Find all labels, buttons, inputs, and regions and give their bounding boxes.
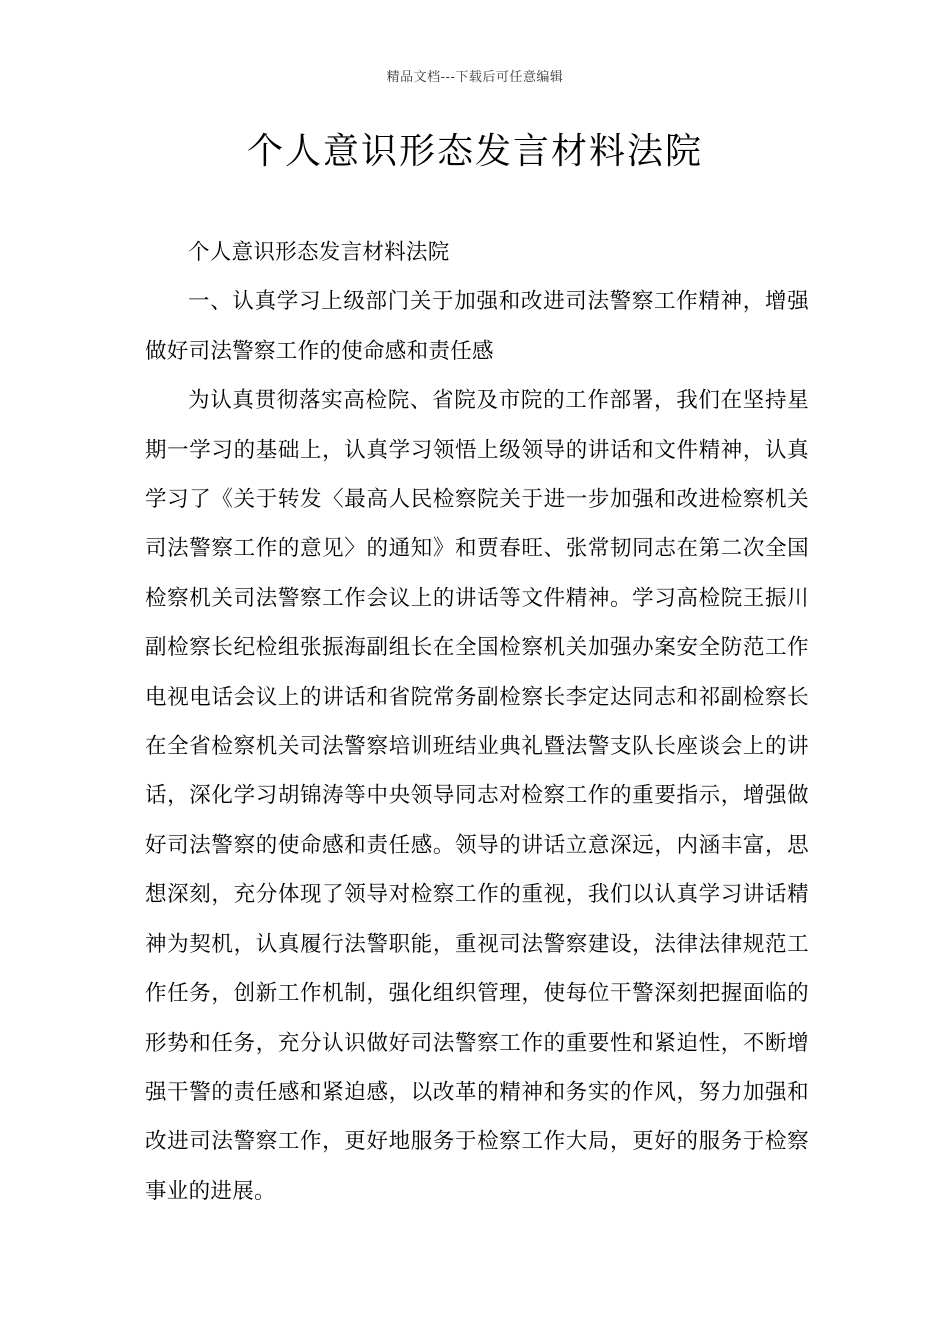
header-note: 精品文档---下载后可任意编辑 [386,70,564,85]
document-body [145,228,809,1216]
body-paragraph-subtitle: 个人意识形态发言材料法院 [188,240,450,265]
body-paragraph-section-heading: 一、认真学习上级部门关于加强和改进司法警察工作精神，增强做好司法警察工作的使命感和责任感 [145,289,809,364]
body-paragraph-main: 为认真贯彻落实高检院、省院及市院的工作部署，我们在坚持星期一学习的基础上，认真学习领悟上级领导的讲话和文件精神，认真学习了《关于转发〈最高人民检察院关于进一步加强和改进检察机关司法警察工作的意见〉的通知》和贾春旺、张常韧同志在第二次全国检察机关司法警察工作会议上的讲话等文件精神。学习高检院王振川副检察长纪检组张振海副组长在全国检察机关加强办案安全防范工作电视电话会议上的讲话和省院常务副检察长李定达同志和祁副检察长在全省检察机关司法警察培训班结业典礼暨法警支队长座谈会上的讲话，深化学习胡锦涛等中央领导同志对检察工作的重要指示，增强做好司法警察的使命感和责任感。领导的讲话立意深远，内涵丰富，思想深刻，充分体现了领导对检察工作的重视，我们以认真学习讲话精神为契机，认真履行法警职能，重视司法警察建设，法律法律规范工作任务，创新工作机制，强化组织管理，使每位干警深刻把握面临的形势和任务，充分认识做好司法警察工作的重要性和紧迫性，不断增强干警的责任感和紧迫感，以改革的精神和务实的作风，努力加强和改进司法警察工作，更好地服务于检察工作大局，更好的服务于检察事业的进展。 [145,388,809,1204]
document-title: 个人意识形态发言材料法院 [246,131,703,172]
